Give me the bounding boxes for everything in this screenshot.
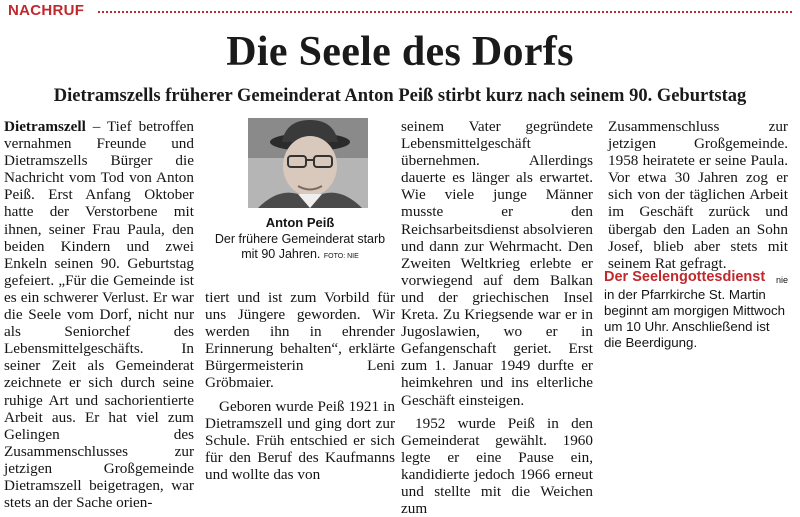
subheadline: Dietramszells früherer Gemeinderat Anton Peiß stirbt kurz nach seinem 90. Geburtstag xyxy=(53,86,747,106)
photo-caption-text: Der frühere Gemeinderat starb mit 90 Jahren. xyxy=(214,232,386,261)
portrait-photo xyxy=(248,118,368,208)
photo-credit: FOTO: NIE xyxy=(323,253,359,260)
section-label: NACHRUF xyxy=(8,2,85,19)
article-col2-paragraph-2: Geboren wurde Peiß 1921 in Dietramszell und ging dort zur Schule. Früh entschied er sich für den Beruf des Kaufmanns und wollte das von xyxy=(205,397,395,483)
article-column-1 xyxy=(4,118,194,511)
headline: Die Seele des Dorfs xyxy=(226,29,574,75)
photo-caption xyxy=(205,232,395,264)
article-col3-paragraph-1: seinem Vater gegründete Lebensmittelgeschäft übernehmen. Allerdings dauerte es länger als erwartet. Wie viele junge Männer musste er den Reichsarbeitsdienst absolvieren und dann zur Wehrmacht. Den Zweiten Weltkrieg erlebte er vorwiegend auf dem Balkan und der griechischen Insel Kreta. Zu Kriegsende war er in Jugoslawien, wo er in Gefangenschaft geriet. Erst zum 1. Januar 1949 durfte er heimkehren und ins elterliche Geschäft einsteigen. xyxy=(401,118,593,409)
dateline: Dietramszell xyxy=(4,118,86,135)
article-column-2 xyxy=(205,289,395,483)
article-column-3 xyxy=(401,118,593,517)
infobox-title: Der Seelengottesdienst xyxy=(604,269,766,285)
article-col2-paragraph-1: tiert und ist zum Vorbild für uns Jüngere geworden. Wir werden ihn in ehrender Erinnerung behalten“, erklärte Bürgermeisterin Leni Gröbmaier. xyxy=(205,289,395,392)
infobox-text: in der Pfarrkirche St. Martin beginnt am morgigen Mittwoch um 10 Uhr. Anschließend ist die Beerdigung. xyxy=(604,287,786,350)
article-column-4 xyxy=(608,118,788,289)
article-col3-paragraph-2: 1952 wurde Peiß in den Gemeinderat gewählt. 1960 legte er eine Pause ein, kandidierte jedoch 1966 erneut und stellte mit die Weichen zum xyxy=(401,414,593,517)
article-col4-text: Zusammenschluss zur jetzigen Großgemeinde. 1958 heiratete er seine Paula. Vor etwa 30 Jahren zog er sich von der täglichen Arbeit im Geschäft zurück und übergab den Laden an Sohn Josef, blieb aber stets mit seinem Rat gefragt. xyxy=(608,118,788,272)
portrait-image xyxy=(248,118,368,208)
section-dotted-rule xyxy=(98,11,792,13)
article-col1-text: – Tief betroffen vernahmen Freunde und Dietramszells Bürger die Nachricht vom Tod von Anton Peiß. Erst Anfang Oktober hatte der Verstorbene mit ihnen, seiner Frau Paula, den beiden Kindern und zwei Enkeln seinen 90. Geburtstag gefeiert. „Für die Gemeinde ist es ein schwerer Verlust. Er war die Seele vom Dorf, nicht nur als Seniorchef des Lebensmittelgeschäfts. In seiner Zeit als Gemeinderat zeichnete er sich durch seine ruhige Art und sachorientierte Arbeit aus. Er hat viel zum Gelingen des Zusammenschlusses zur jetzigen Großgemeinde Dietramszell beigetragen, war stets an der Sache orien- xyxy=(4,118,194,512)
author-initials: nie xyxy=(775,274,788,285)
photo-caption-name: Anton Peiß xyxy=(265,215,335,230)
